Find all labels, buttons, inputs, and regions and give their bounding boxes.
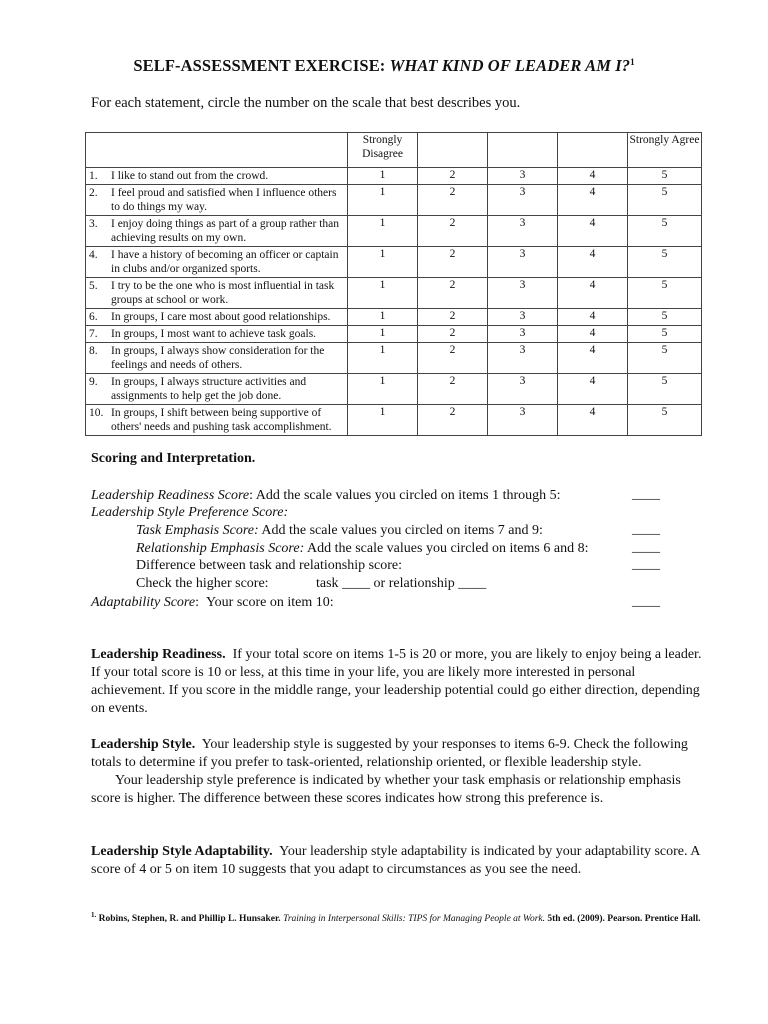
scale-option-4[interactable]: 4: [558, 309, 628, 326]
scale-option-1[interactable]: 1: [348, 278, 418, 309]
style-paragraph: Leadership Style. Your leadership style is suggested by your responses to items 6-9. Check the following totals to determine if you prefer to task-oriented, relationship oriented, or flexible leadership style. Your leadership style preference is indicated by whether your task emphasis or relationship emphasis score is higher. The difference between these scores indicates how strong this preference is.: [91, 736, 711, 808]
statement-cell: [86, 278, 348, 309]
scale-option-2[interactable]: 2: [418, 247, 488, 278]
scale-option-5[interactable]: 5: [628, 247, 702, 278]
scale-option-3[interactable]: 3: [488, 309, 558, 326]
item-number: 2.: [89, 187, 98, 199]
table-header-row: [86, 133, 702, 168]
scale-option-3[interactable]: 3: [488, 278, 558, 309]
relationship-blank[interactable]: ____: [632, 540, 660, 555]
style-preference-row: Leadership Style Preference Score:: [91, 505, 289, 520]
header-strongly-agree: Strongly Agree: [628, 133, 702, 168]
item-number: 1.: [89, 170, 98, 182]
task-emphasis-row: Task Emphasis Score: Add the scale values you circled on items 7 and 9:: [136, 523, 543, 538]
scale-option-2[interactable]: 2: [418, 326, 488, 343]
item-text: In groups, I most want to achieve task goals.: [111, 328, 317, 340]
item-text: In groups, I shift between being supportive of others' needs and pushing task accomplishment.: [111, 407, 332, 433]
item-number: 7.: [89, 328, 98, 340]
scale-option-1[interactable]: 1: [348, 343, 418, 374]
item-number: 8.: [89, 345, 98, 357]
header-strongly-disagree: Strongly Disagree: [348, 133, 418, 168]
table-row: [86, 374, 702, 405]
item-number: 5.: [89, 280, 98, 292]
task-blank[interactable]: ____: [632, 522, 660, 537]
adaptability-blank[interactable]: ____: [632, 594, 660, 609]
footnote: $^{1.}$ Robins, Stephen, R. and Phillip L. Hunsaker. Training in Interpersonal Skills: TIPS for Managing People at Work. 5th ed. (2009). Pearson. Prentice Hall.: [91, 911, 701, 925]
statement-cell: [86, 247, 348, 278]
statement-cell: [86, 168, 348, 185]
item-text: In groups, I always structure activities and assignments to help get the job done.: [111, 376, 307, 402]
survey-table: [85, 132, 702, 436]
header-blank: [86, 133, 348, 168]
scale-option-1[interactable]: 1: [348, 168, 418, 185]
scale-option-2[interactable]: 2: [418, 216, 488, 247]
table-row: [86, 278, 702, 309]
item-text: In groups, I care most about good relationships.: [111, 311, 331, 323]
scoring-heading: Scoring and Interpretation.: [91, 451, 256, 466]
table-row: [86, 185, 702, 216]
scale-option-2[interactable]: 2: [418, 278, 488, 309]
statement-cell: [86, 216, 348, 247]
statement-cell: [86, 374, 348, 405]
item-number: 3.: [89, 218, 98, 230]
scale-option-3[interactable]: 3: [488, 405, 558, 436]
scale-option-5[interactable]: 5: [628, 278, 702, 309]
scale-option-1[interactable]: 1: [348, 405, 418, 436]
item-number: 6.: [89, 311, 98, 323]
scale-option-1[interactable]: 1: [348, 247, 418, 278]
page-title: SELF-ASSESSMENT EXERCISE: WHAT KIND OF LEADER AM I?$^1$: [133, 56, 635, 75]
scale-option-4[interactable]: 4: [558, 343, 628, 374]
scale-option-3[interactable]: 3: [488, 247, 558, 278]
statement-cell: [86, 309, 348, 326]
relationship-emphasis-row: Relationship Emphasis Score: Add the scale values you circled on items 6 and 8:: [136, 541, 589, 556]
scale-option-2[interactable]: 2: [418, 185, 488, 216]
scale-option-5[interactable]: 5: [628, 168, 702, 185]
scale-option-3[interactable]: 3: [488, 216, 558, 247]
scale-option-5[interactable]: 5: [628, 185, 702, 216]
scale-option-1[interactable]: 1: [348, 326, 418, 343]
item-text: I enjoy doing things as part of a group rather than achieving results on my own.: [111, 218, 340, 244]
instructions: For each statement, circle the number on the scale that best describes you.: [91, 95, 521, 111]
readiness-score-row: Leadership Readiness Score: Add the scale values you circled on items 1 through 5:: [91, 488, 561, 503]
scale-option-5[interactable]: 5: [628, 405, 702, 436]
scale-option-4[interactable]: 4: [558, 216, 628, 247]
scale-option-3[interactable]: 3: [488, 343, 558, 374]
item-text: I feel proud and satisfied when I influence others to do things my way.: [111, 187, 337, 213]
readiness-paragraph: Leadership Readiness. If your total score on items 1-5 is 20 or more, you are likely to enjoy being a leader. If your total score is 10 or less, at this time in your life, you are likely more interested in personal achievement. If you score in the middle range, your leadership potential could go either direction, depending on events.: [91, 647, 702, 716]
item-text: In groups, I always show consideration for the feelings and needs of others.: [111, 345, 325, 371]
scale-option-2[interactable]: 2: [418, 405, 488, 436]
higher-score-options[interactable]: task ____ or relationship ____: [316, 576, 487, 591]
item-text: I have a history of becoming an officer or captain in clubs and/or organized sports.: [111, 249, 339, 275]
difference-row: Difference between task and relationship score:: [136, 558, 403, 573]
statement-cell: [86, 343, 348, 374]
scale-option-3[interactable]: 3: [488, 374, 558, 405]
difference-blank[interactable]: ____: [632, 557, 660, 572]
table-row: [86, 326, 702, 343]
adaptability-score-row: Adaptability Score: Your score on item 10:: [91, 595, 334, 610]
scale-option-5[interactable]: 5: [628, 343, 702, 374]
item-text: I like to stand out from the crowd.: [111, 170, 269, 182]
scale-option-2[interactable]: 2: [418, 374, 488, 405]
scale-option-1[interactable]: 1: [348, 185, 418, 216]
scale-option-4[interactable]: 4: [558, 374, 628, 405]
scale-option-1[interactable]: 1: [348, 216, 418, 247]
scale-option-5[interactable]: 5: [628, 374, 702, 405]
scale-option-2[interactable]: 2: [418, 343, 488, 374]
item-number: 10.: [89, 407, 104, 419]
statement-cell: [86, 185, 348, 216]
style-paragraph-2: Your leadership style preference is indicated by whether your task emphasis or relationship emphasis score is higher. The difference between these scores indicates how strong this preference is.: [91, 773, 681, 806]
scale-option-3[interactable]: 3: [488, 185, 558, 216]
table-row: [86, 247, 702, 278]
scale-option-4[interactable]: 4: [558, 168, 628, 185]
scale-option-2[interactable]: 2: [418, 168, 488, 185]
statement-cell: [86, 326, 348, 343]
item-number: 9.: [89, 376, 98, 388]
table-row: [86, 343, 702, 374]
scale-option-1[interactable]: 1: [348, 309, 418, 326]
scale-option-4[interactable]: 4: [558, 326, 628, 343]
scale-option-5[interactable]: 5: [628, 326, 702, 343]
scale-option-4[interactable]: 4: [558, 405, 628, 436]
statement-cell: [86, 405, 348, 436]
scale-option-4[interactable]: 4: [558, 185, 628, 216]
table-row: [86, 309, 702, 326]
table-row: [86, 216, 702, 247]
adaptability-paragraph: Leadership Style Adaptability. Your leadership style adaptability is indicated by your adaptability score. A score of 4 or 5 on item 10 suggests that you adapt to circumstances as you see the need.: [91, 844, 700, 877]
readiness-blank[interactable]: ____: [632, 487, 660, 502]
table-row: [86, 405, 702, 436]
scale-option-5[interactable]: 5: [628, 309, 702, 326]
higher-score-row: Check the higher score:: [136, 576, 269, 591]
item-text: I try to be the one who is most influential in task groups at school or work.: [111, 280, 335, 306]
scale-option-2[interactable]: 2: [418, 309, 488, 326]
scale-option-3[interactable]: 3: [488, 326, 558, 343]
table-row: [86, 168, 702, 185]
scale-option-4[interactable]: 4: [558, 278, 628, 309]
item-number: 4.: [89, 249, 98, 261]
scale-option-5[interactable]: 5: [628, 216, 702, 247]
scale-option-3[interactable]: 3: [488, 168, 558, 185]
scale-option-4[interactable]: 4: [558, 247, 628, 278]
scale-option-1[interactable]: 1: [348, 374, 418, 405]
